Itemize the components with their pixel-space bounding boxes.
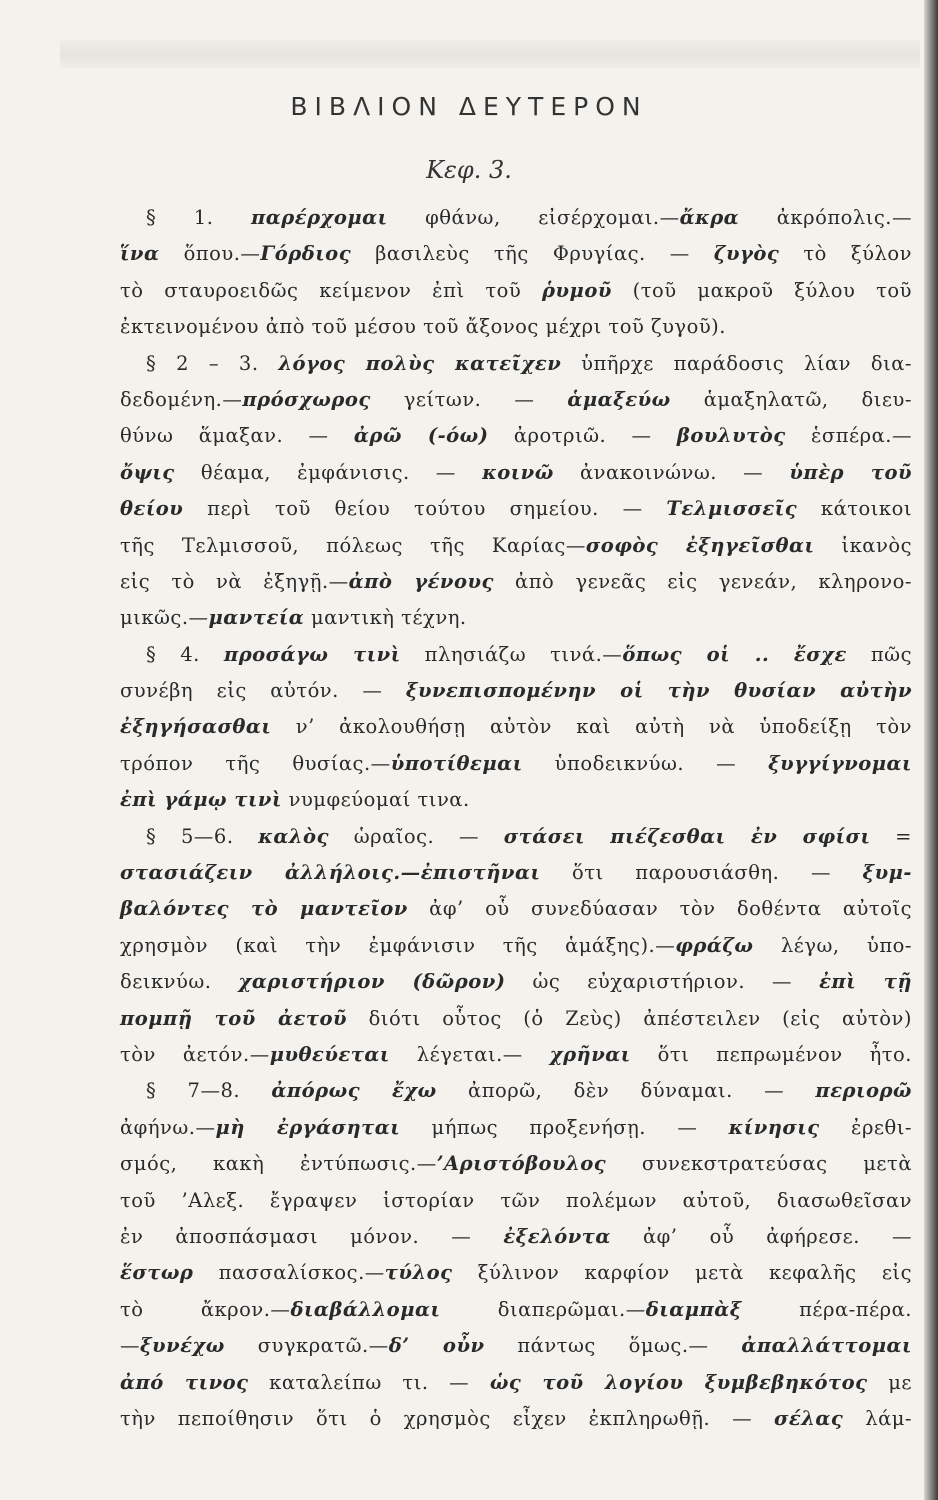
- lemma: λόγος πολὺς κατεῖχεν: [278, 351, 562, 375]
- gloss: πλησιάζω τινά.—: [400, 642, 623, 666]
- chapter-heading: Κεφ. 3.: [426, 156, 512, 184]
- gloss: συγκρατῶ.—: [224, 1334, 389, 1358]
- lemma: ἐξηγήσασθαι: [120, 715, 272, 739]
- gloss: τὴν πεποίθησιν ὅτι ὁ χρησμὸς εἶχεν ἐκπληρωθῇ. —: [120, 1406, 774, 1430]
- gloss: λέγεται.—: [389, 1042, 550, 1066]
- gloss: δεδομένη.—: [120, 387, 243, 411]
- lemma: ὄψις: [120, 460, 175, 484]
- gloss: τῆς Τελμισσοῦ, πόλεως τῆς Καρίας—: [120, 533, 586, 557]
- gloss: τὸ ξύλον: [779, 242, 912, 266]
- gloss: § 5—6.: [146, 824, 259, 848]
- lemma: σοφὸς ἐξηγεῖσθαι: [585, 533, 815, 557]
- text-line: [120, 855, 912, 891]
- lemma: ξυμ-: [862, 861, 912, 885]
- text-line: [120, 1037, 912, 1073]
- gloss: βασιλεὺς τῆς Φρυγίας. —: [351, 242, 714, 266]
- gloss: εἰς τὸ νὰ ἐξηγῇ.—: [120, 569, 349, 593]
- text-line: [120, 273, 912, 309]
- text-line: [120, 1183, 912, 1219]
- text-line: [120, 491, 912, 527]
- lemma: ἐπιστῆναι: [420, 861, 541, 885]
- gloss: ἀπὸ γενεᾶς εἰς γενεάν, κληρονο-: [493, 569, 912, 593]
- text-line: [120, 891, 912, 927]
- running-head: ΒΙΒΛΙΟΝ ΔΕΥΤΕΡΟΝ: [290, 92, 648, 121]
- gloss: με: [867, 1370, 912, 1394]
- gloss: ἐν ἀποσπάσμασι μόνον. —: [120, 1224, 504, 1248]
- gloss: ἑσπέρα.—: [785, 424, 912, 448]
- gloss: ἀφ’ οὗ ἀφήρεσε. —: [610, 1224, 912, 1248]
- lemma: περιορῶ: [815, 1079, 912, 1103]
- gloss: ν’ ἀκολουθήσῃ αὐτὸν καὶ αὐτὴ νὰ ὑποδείξῃ τὸν: [271, 715, 912, 739]
- page-edge-shadow: [924, 0, 938, 1500]
- gloss: ὑποδεικνύω. —: [522, 751, 769, 775]
- gloss: ὅπου.—: [159, 242, 261, 266]
- text-line: [120, 1401, 912, 1437]
- gloss: συνέβη εἰς αὐτόν. —: [120, 679, 406, 703]
- lemma: ἀπόρως ἔχω: [271, 1079, 437, 1103]
- lemma: ῥυμοῦ: [542, 278, 612, 302]
- lemma: ἀρῶ (-όω): [353, 424, 489, 448]
- gloss: διότι οὗτος (ὁ Ζεὺς) ἀπέστειλεν (εἰς αὐτὸν): [347, 1006, 912, 1030]
- lemma: μυθεύεται: [269, 1042, 390, 1066]
- text-line: [120, 1292, 912, 1328]
- text-line: [120, 746, 912, 782]
- text-line: [120, 236, 912, 272]
- text-line: [120, 709, 912, 745]
- text-line: [120, 200, 912, 236]
- lemma: πρόσχωρος: [242, 387, 371, 411]
- gloss: τοῦ ’Αλεξ. ἔγραψεν ἱστορίαν τῶν πολέμων αὐτοῦ, διασωθεῖσαν: [120, 1188, 912, 1212]
- text-line: [120, 1365, 912, 1401]
- gloss: ἐκτεινομένου ἀπὸ τοῦ μέσου τοῦ ἄξονος μέχρι τοῦ ζυγοῦ).: [120, 315, 726, 339]
- lemma: σέλας: [774, 1406, 844, 1430]
- text-line: [120, 1328, 912, 1364]
- lemma: διαμπὰξ: [645, 1297, 742, 1321]
- lemma: κοινῶ: [482, 460, 554, 484]
- text-line: [120, 382, 912, 418]
- gloss: =: [870, 824, 912, 848]
- gloss: ἁμαξηλατῶ, διευ-: [670, 387, 912, 411]
- text-line: [120, 673, 912, 709]
- lemma: Γόρδιος: [260, 242, 352, 266]
- gloss: ἐρεθι-: [819, 1115, 912, 1139]
- text-line: [120, 564, 912, 600]
- lemma: μαντεία: [208, 606, 305, 630]
- lemma: καλὸς: [258, 824, 329, 848]
- lemma: ἕστωρ: [120, 1261, 194, 1285]
- commentary-text: [120, 200, 912, 1437]
- gloss: ἀφ’ οὗ συνεδύασαν τὸν δοθέντα αὐτοῖς: [407, 897, 912, 921]
- lemma: ὅπως οἱ .. ἔσχε: [622, 642, 847, 666]
- gloss: θέαμα, ἐμφάνισις. —: [174, 460, 483, 484]
- text-line: [120, 1073, 912, 1109]
- lemma: ξυγγίγνομαι: [768, 751, 912, 775]
- text-line: [120, 819, 912, 855]
- gloss: νυμφεύομαί τινα.: [281, 788, 470, 812]
- text-line: [120, 346, 912, 382]
- gloss: περὶ τοῦ θείου τούτου σημείου. —: [183, 497, 667, 521]
- text-line: [120, 309, 912, 345]
- lemma: πομπῇ τοῦ ἀετοῦ: [120, 1006, 347, 1030]
- gloss: συνεκστρατεύσας μετὰ: [606, 1152, 912, 1176]
- gloss: (τοῦ μακροῦ ξύλου τοῦ: [611, 278, 912, 302]
- lemma: ξυνέχω: [140, 1334, 225, 1358]
- gloss: γείτων. —: [370, 387, 568, 411]
- text-line: [120, 782, 912, 818]
- lemma: Τελμισσεῖς: [666, 497, 798, 521]
- lemma: κίνησις: [728, 1115, 820, 1139]
- text-line: [120, 964, 912, 1000]
- gloss: φθάνω, εἰσέρχομαι.—: [387, 206, 680, 229]
- gloss: § 1.: [146, 206, 251, 229]
- gloss: ἀνακοινώνω. —: [553, 460, 790, 484]
- gloss: ὅτι πεπρωμένον ἦτο.: [630, 1042, 912, 1066]
- gloss: πῶς: [846, 642, 912, 666]
- lemma: ἵνα: [120, 242, 160, 266]
- lemma: ἁμαξεύω: [567, 387, 671, 411]
- gloss: ἀφήνω.—: [120, 1115, 216, 1139]
- gloss: τρόπον τῆς θυσίας.—: [120, 751, 391, 775]
- lemma: θείου: [120, 497, 184, 521]
- gloss: διαπερῶμαι.—: [440, 1297, 646, 1321]
- gloss: δεικνύω.: [120, 970, 239, 994]
- lemma: ἄκρα: [679, 206, 740, 229]
- lemma: δ’ οὖν: [388, 1334, 485, 1358]
- lemma: ἀπαλλάττομαι: [741, 1334, 912, 1358]
- gloss: τὸ σταυροειδῶς κείμενον ἐπὶ τοῦ: [120, 278, 543, 302]
- text-line: [120, 1219, 912, 1255]
- lemma: βουλυτὸς: [676, 424, 786, 448]
- gloss: χρησμὸν (καὶ τὴν ἐμφάνισιν τῆς ἁμάξης).—: [120, 933, 676, 957]
- gloss: § 2 – 3.: [146, 351, 279, 375]
- lemma: τύλος: [384, 1261, 453, 1285]
- gloss: ἀροτριῶ. —: [488, 424, 677, 448]
- gloss: μικῶς.—: [120, 606, 209, 630]
- lemma: χρῆναι: [549, 1042, 631, 1066]
- lemma: χαριστήριον (δῶρον): [238, 970, 506, 994]
- lemma: ἐπὶ τῇ: [819, 970, 913, 994]
- lemma: ὡς τοῦ λογίου ξυμβεβηκότος: [489, 1370, 868, 1394]
- gloss: ὡς εὐχαριστήριον. —: [505, 970, 820, 994]
- lemma: ξυνεπισπομένην οἱ τὴν θυσίαν αὐτὴν: [405, 679, 912, 703]
- lemma: φράζω: [675, 933, 754, 957]
- gloss: ἀπορῶ, δὲν δύναμαι. —: [436, 1079, 816, 1103]
- lemma: ’Αριστόβουλος: [436, 1152, 607, 1176]
- gloss: θύνω ἅμαξαν. —: [120, 424, 354, 448]
- lemma: μὴ ἐργάσηται: [215, 1115, 401, 1139]
- gloss: μαντικὴ τέχνη.: [304, 606, 467, 630]
- gloss: § 4.: [146, 642, 224, 666]
- text-line: [120, 600, 912, 636]
- gloss: καταλείπω τι. —: [248, 1370, 490, 1394]
- gloss: πάντως ὅμως.—: [484, 1334, 742, 1358]
- lemma: ὑποτίθεμαι: [390, 751, 523, 775]
- gloss: κάτοικοι: [797, 497, 912, 521]
- lemma: ἀπὸ γένους: [348, 569, 494, 593]
- lemma: στάσει πιέζεσθαι ἐν σφίσι: [503, 824, 871, 848]
- text-line: [120, 1110, 912, 1146]
- text-line: [120, 637, 912, 673]
- gloss: ὡραῖος. —: [328, 824, 504, 848]
- lemma: βαλόντες τὸ μαντεῖον: [120, 897, 408, 921]
- lemma: ἀπό τινος: [120, 1370, 249, 1394]
- lemma: ὑπὲρ τοῦ: [789, 460, 912, 484]
- text-line: [120, 1146, 912, 1182]
- gloss: ξύλινον καρφίον μετὰ κεφαλῆς εἰς: [452, 1261, 912, 1285]
- text-line: [120, 455, 912, 491]
- gloss: ὑπῆρχε παράδοσις λίαν δια-: [561, 351, 912, 375]
- gloss: λέγω, ὑπο-: [753, 933, 912, 957]
- text-line: [120, 928, 912, 964]
- gloss: πέρα-πέρα.: [741, 1297, 912, 1321]
- gloss: τὸν ἀετόν.—: [120, 1042, 270, 1066]
- gloss: ἀκρόπολις.—: [739, 206, 912, 229]
- lemma: στασιάζειν ἀλλήλοις.—: [120, 861, 421, 885]
- gloss: ὅτι παρουσιάσθη. —: [540, 861, 863, 885]
- lemma: ἐξελόντα: [503, 1224, 611, 1248]
- text-line: [120, 1001, 912, 1037]
- gloss: § 7—8.: [146, 1079, 272, 1103]
- text-line: [120, 418, 912, 454]
- lemma: παρέρχομαι: [250, 206, 388, 229]
- lemma: ζυγὸς: [713, 242, 780, 266]
- lemma: ἐπὶ γάμῳ τινὶ: [120, 788, 282, 812]
- gloss: τὸ ἄκρον.—: [120, 1297, 291, 1321]
- lemma: διαβάλλομαι: [290, 1297, 441, 1321]
- gloss: λάμ-: [843, 1406, 912, 1430]
- gloss: πασσαλίσκος.—: [193, 1261, 385, 1285]
- lemma: προσάγω τινὶ: [223, 642, 401, 666]
- show-through-text: [60, 40, 920, 68]
- text-line: [120, 1255, 912, 1291]
- gloss: —: [120, 1334, 140, 1358]
- text-line: [120, 528, 912, 564]
- gloss: μήπως προξενήσῃ. —: [400, 1115, 729, 1139]
- gloss: ἱκανὸς: [814, 533, 912, 557]
- gloss: σμός, κακὴ ἐντύπωσις.—: [120, 1152, 437, 1176]
